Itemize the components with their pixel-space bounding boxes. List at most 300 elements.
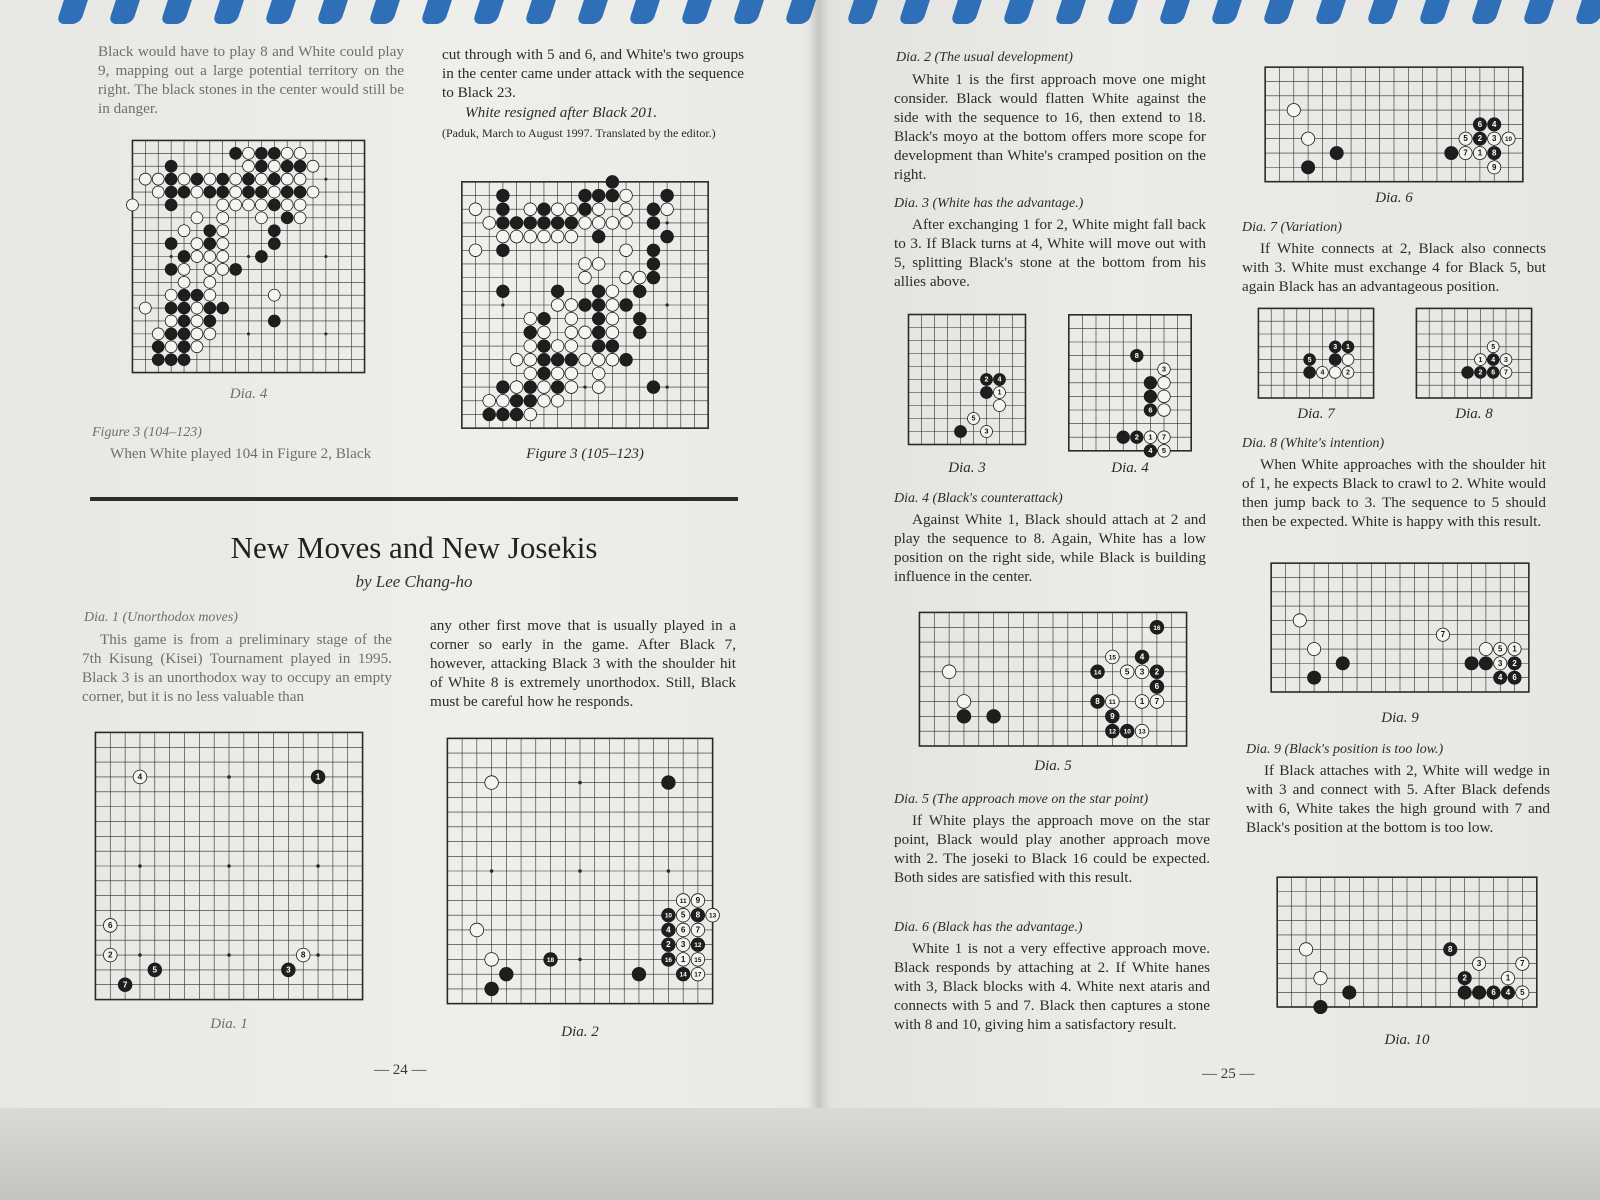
binding-coil: [420, 0, 452, 24]
white-stone: [1158, 377, 1171, 390]
black-stone: [632, 967, 646, 981]
dia10-caption: Dia. 10: [1384, 1032, 1430, 1048]
move-number: 8: [300, 950, 306, 960]
black-stone: [500, 967, 514, 981]
black-stone: [497, 244, 510, 257]
move-number: 13: [1138, 728, 1146, 736]
white-stone: [565, 230, 578, 243]
black-stone: [633, 285, 646, 298]
star-point: [247, 332, 250, 335]
move-number: 1: [1505, 973, 1511, 983]
white-stone: [217, 263, 229, 275]
binding-coil: [732, 0, 764, 24]
binding-coil: [316, 0, 348, 24]
move-number: 4: [1505, 988, 1511, 998]
dia8-board: [1410, 302, 1538, 404]
white-stone: [1287, 104, 1300, 117]
black-stone: [647, 244, 660, 257]
binding-coil: [264, 0, 296, 24]
go-board-svg: [1270, 870, 1544, 1014]
black-stone: [1144, 390, 1157, 403]
star-point: [227, 864, 231, 868]
move-number: 5: [1463, 134, 1468, 144]
dia8-caption: Dia. 8: [1455, 406, 1493, 422]
white-stone: [178, 225, 190, 237]
spiral-binding: [0, 0, 1600, 26]
white-stone: [243, 147, 255, 159]
white-stone: [579, 353, 592, 366]
black-stone: [579, 203, 592, 216]
move-number: 3: [1139, 667, 1145, 677]
black-stone: [592, 285, 605, 298]
white-stone: [191, 186, 203, 198]
white-stone: [268, 160, 280, 172]
white-stone: [217, 238, 229, 250]
go-board-svg: [1252, 302, 1380, 404]
go-board-svg: [440, 731, 720, 1011]
black-stone: [647, 203, 660, 216]
black-stone: [592, 340, 605, 353]
white-stone: [483, 394, 496, 407]
binding-coil: [1106, 0, 1138, 24]
move-number: 3: [1161, 364, 1167, 374]
move-number: 6: [107, 920, 113, 930]
white-stone: [243, 160, 255, 172]
black-stone: [204, 225, 216, 237]
white-stone: [243, 199, 255, 211]
right-page-number: — 25 —: [1202, 1066, 1255, 1082]
white-stone: [497, 230, 510, 243]
move-number: 8: [1492, 148, 1497, 158]
black-stone: [165, 186, 177, 198]
dia7-heading: Dia. 7 (Variation): [1242, 220, 1342, 235]
black-stone: [538, 367, 551, 380]
binding-coil: [1210, 0, 1242, 24]
fig3-board: [455, 175, 715, 435]
star-point: [138, 953, 142, 957]
move-number: 5: [1491, 343, 1496, 351]
black-stone: [230, 147, 242, 159]
white-stone: [152, 186, 164, 198]
black-stone: [538, 353, 551, 366]
black-stone: [579, 189, 592, 202]
black-stone: [592, 230, 605, 243]
dia6-heading: Dia. 6 (Black has the advantage.): [894, 920, 1083, 935]
white-stone: [165, 341, 177, 353]
white-stone: [957, 695, 971, 709]
star-point: [578, 869, 582, 873]
black-stone: [255, 147, 267, 159]
binding-coil: [576, 0, 608, 24]
binding-coil: [1574, 0, 1600, 24]
black-stone: [243, 186, 255, 198]
white-stone: [217, 225, 229, 237]
black-stone: [178, 315, 190, 327]
black-stone: [255, 251, 267, 263]
white-stone: [551, 394, 564, 407]
board-frame: [1416, 308, 1531, 398]
white-stone: [469, 203, 482, 216]
star-point: [324, 332, 327, 335]
black-stone: [524, 394, 537, 407]
star-point: [170, 255, 173, 258]
black-stone: [281, 186, 293, 198]
move-number: 3: [1492, 134, 1497, 144]
black-stone: [661, 230, 674, 243]
dia3-caption: Dia. 3: [948, 460, 986, 476]
move-number: 6: [1491, 988, 1496, 998]
white-stone: [178, 276, 190, 288]
white-stone: [524, 203, 537, 216]
black-stone: [268, 315, 280, 327]
binding-coil: [1002, 0, 1034, 24]
move-number: 2: [1512, 658, 1517, 668]
book-spine: [808, 0, 830, 1110]
white-stone: [191, 315, 203, 327]
black-stone: [281, 160, 293, 172]
black-stone: [524, 381, 537, 394]
black-stone: [620, 299, 633, 312]
white-stone: [1314, 972, 1327, 985]
black-stone: [165, 238, 177, 250]
white-stone: [281, 147, 293, 159]
white-stone: [551, 299, 564, 312]
white-stone: [579, 217, 592, 230]
black-stone: [178, 289, 190, 301]
white-stone: [127, 199, 139, 211]
move-number: 14: [1093, 669, 1102, 677]
move-number: 1: [680, 954, 686, 964]
move-number: 15: [694, 956, 702, 964]
star-point: [583, 385, 586, 388]
dia1-board: [88, 725, 370, 1007]
source-note: (Paduk, March to August 1997. Translated by the editor.): [442, 126, 716, 140]
white-stone: [483, 217, 496, 230]
black-stone: [268, 199, 280, 211]
white-stone: [551, 367, 564, 380]
move-number: 4: [1320, 369, 1325, 377]
black-stone: [204, 315, 216, 327]
dia4-right-board: [1062, 308, 1198, 458]
move-number: 2: [666, 940, 671, 950]
binding-coil: [628, 0, 660, 24]
white-stone: [307, 160, 319, 172]
move-number: 15: [1108, 654, 1116, 662]
star-point: [578, 781, 582, 785]
white-stone: [524, 353, 537, 366]
white-stone: [485, 953, 499, 967]
move-number: 5: [1307, 356, 1312, 364]
white-stone: [191, 341, 203, 353]
black-stone: [565, 353, 578, 366]
white-stone: [204, 173, 216, 185]
go-board-svg: [1264, 556, 1536, 699]
black-stone: [592, 312, 605, 325]
white-stone: [152, 328, 164, 340]
black-stone: [551, 381, 564, 394]
black-stone: [1465, 657, 1478, 670]
star-point: [501, 303, 504, 306]
binding-coil: [1522, 0, 1554, 24]
star-point: [667, 869, 671, 873]
move-number: 3: [1498, 658, 1503, 668]
black-stone: [1117, 431, 1130, 444]
go-board-svg: [455, 175, 715, 435]
black-stone: [178, 302, 190, 314]
go-board-svg: [902, 308, 1032, 451]
white-stone: [606, 326, 619, 339]
black-stone: [524, 326, 537, 339]
white-stone: [307, 186, 319, 198]
black-stone: [497, 189, 510, 202]
binding-coil: [950, 0, 982, 24]
white-stone: [579, 271, 592, 284]
white-stone: [217, 199, 229, 211]
dia5-text: If White plays the approach move on the star point, Black would play another approach move with 2. The joseki to Black 16 could be expected. Both sides are satisfied with this result.: [894, 812, 1210, 886]
black-stone: [268, 147, 280, 159]
star-point: [490, 869, 494, 873]
move-number: 6: [680, 925, 686, 935]
move-number: 1: [1346, 343, 1350, 351]
white-stone: [606, 217, 619, 230]
white-stone: [606, 312, 619, 325]
star-point: [316, 953, 320, 957]
black-stone: [1329, 354, 1341, 366]
black-stone: [178, 186, 190, 198]
black-stone: [217, 302, 229, 314]
white-stone: [1342, 354, 1354, 366]
white-stone: [620, 203, 633, 216]
move-number: 8: [1134, 350, 1139, 360]
black-stone: [957, 709, 971, 723]
move-number: 8: [1095, 696, 1100, 706]
white-stone: [191, 251, 203, 263]
white-stone: [633, 271, 646, 284]
dia2-board: [440, 731, 720, 1011]
white-stone: [592, 367, 605, 380]
black-stone: [592, 299, 605, 312]
move-number: 6: [1491, 369, 1496, 377]
white-stone: [538, 394, 551, 407]
binding-coil: [1418, 0, 1450, 24]
dia7-text: If White connects at 2, Black also connects with 3. White must exchange 4 for Black 5, but again Black has an advantageous position.: [1242, 240, 1546, 295]
white-stone: [994, 400, 1006, 412]
black-stone: [204, 186, 216, 198]
go-board-svg: [1410, 302, 1538, 404]
dia4-text: Against White 1, Black should attach at 2 and play the sequence to 8. Again, White has a low position on the right side, while Black is building influence in the center.: [894, 511, 1206, 585]
white-stone: [620, 244, 633, 257]
article-title: New Moves and New Josekis: [230, 530, 598, 565]
move-number: 2: [107, 950, 113, 960]
star-point: [138, 864, 142, 868]
dia6-text: White 1 is not a very effective approach move. Black responds by attaching at 2. If White hanes with 3, Black blocks with 4. White next ataris and connects with 5 and 7. Black then captures a stone with 8 and 10, giving him a satisfactory result.: [894, 940, 1210, 1033]
white-stone: [165, 289, 177, 301]
move-number: 9: [695, 895, 701, 905]
black-stone: [1462, 367, 1474, 379]
dia4-left-caption: Dia. 4: [229, 386, 268, 402]
white-stone: [204, 276, 216, 288]
black-stone: [165, 328, 177, 340]
binding-coil: [1054, 0, 1086, 24]
white-stone: [592, 217, 605, 230]
move-number: 3: [1504, 356, 1508, 364]
white-stone: [592, 381, 605, 394]
star-point: [247, 255, 250, 258]
dia4-right-caption: Dia. 4: [1111, 460, 1149, 476]
move-number: 6: [1477, 119, 1483, 129]
dia6-board: [1258, 60, 1530, 189]
dia3-text: After exchanging 1 for 2, White might fall back to 3. If Black turns at 4, White will move out with 5, splitting Black's stone at the bottom from his allies above.: [894, 216, 1206, 290]
white-stone: [565, 381, 578, 394]
black-stone: [592, 189, 605, 202]
dia3-heading: Dia. 3 (White has the advantage.): [894, 196, 1084, 211]
black-stone: [538, 312, 551, 325]
move-number: 4: [1498, 673, 1503, 683]
black-stone: [987, 709, 1001, 723]
black-stone: [538, 203, 551, 216]
black-stone: [1458, 986, 1471, 999]
black-stone: [524, 217, 537, 230]
black-stone: [633, 326, 646, 339]
move-number: 5: [1124, 667, 1130, 677]
black-stone: [165, 354, 177, 366]
move-number: 7: [1154, 696, 1160, 706]
black-stone: [217, 186, 229, 198]
white-stone: [294, 173, 306, 185]
move-number: 13: [709, 912, 717, 920]
move-number: 2: [1346, 369, 1350, 377]
white-stone: [255, 199, 267, 211]
black-stone: [551, 285, 564, 298]
white-stone: [565, 299, 578, 312]
move-number: 10: [1505, 136, 1513, 144]
left-col2-mid-text: any other first move that is usually played in a corner so early in the game. After Black 7, however, attacking Black 3 with the shoulder hit of White 8 is extremely unorthodox. Still, Black must be careful how he responds.: [430, 617, 736, 710]
white-stone: [485, 776, 499, 790]
black-stone: [1343, 986, 1356, 999]
white-stone: [204, 289, 216, 301]
move-number: 7: [1504, 369, 1508, 377]
move-number: 1: [997, 388, 1002, 397]
white-stone: [152, 173, 164, 185]
white-stone: [620, 271, 633, 284]
white-stone: [204, 328, 216, 340]
white-stone: [191, 328, 203, 340]
binding-coil: [212, 0, 244, 24]
white-stone: [255, 212, 267, 224]
dia5-board: [912, 605, 1194, 753]
black-stone: [497, 217, 510, 230]
black-stone: [955, 426, 967, 438]
move-number: 4: [1491, 356, 1496, 364]
move-number: 8: [1448, 944, 1453, 954]
black-stone: [483, 408, 496, 421]
dia7-board: [1252, 302, 1380, 404]
move-number: 2: [984, 375, 989, 384]
white-stone: [204, 251, 216, 263]
black-stone: [152, 341, 164, 353]
white-stone: [565, 326, 578, 339]
binding-coil: [472, 0, 504, 24]
move-number: 5: [971, 414, 976, 423]
white-stone: [592, 203, 605, 216]
black-stone: [661, 189, 674, 202]
move-number: 5: [1161, 446, 1167, 456]
dia4-left-board: [126, 134, 371, 379]
star-point: [324, 178, 327, 181]
white-stone: [268, 186, 280, 198]
white-stone: [230, 199, 242, 211]
move-number: 7: [1520, 959, 1525, 969]
go-board-svg: [912, 605, 1194, 753]
white-stone: [524, 408, 537, 421]
white-stone: [565, 367, 578, 380]
black-stone: [1330, 146, 1343, 159]
move-number: 7: [1440, 630, 1446, 640]
black-stone: [217, 173, 229, 185]
dia7-caption: Dia. 7: [1297, 406, 1335, 422]
move-number: 2: [1462, 973, 1467, 983]
white-stone: [1158, 404, 1171, 417]
move-number: 6: [1512, 673, 1517, 683]
binding-coil: [1366, 0, 1398, 24]
white-stone: [294, 199, 306, 211]
move-number: 4: [1148, 446, 1153, 456]
black-stone: [633, 312, 646, 325]
white-stone: [230, 173, 242, 185]
move-number: 1: [1139, 696, 1145, 706]
white-stone: [469, 244, 482, 257]
dia2-caption: Dia. 2: [561, 1024, 599, 1040]
left-page-number: — 24 —: [374, 1062, 427, 1078]
move-number: 5: [680, 910, 686, 920]
white-stone: [942, 665, 956, 679]
move-number: 16: [1153, 624, 1161, 632]
black-stone: [152, 354, 164, 366]
black-stone: [497, 381, 510, 394]
resigned-note: White resigned after Black 201.: [465, 104, 658, 121]
black-stone: [510, 408, 523, 421]
table-surface: [0, 1108, 1600, 1200]
move-number: 7: [1463, 148, 1468, 158]
white-stone: [524, 312, 537, 325]
star-point: [665, 385, 668, 388]
white-stone: [281, 199, 293, 211]
move-number: 1: [1477, 148, 1483, 158]
white-stone: [178, 263, 190, 275]
binding-coil: [1314, 0, 1346, 24]
white-stone: [294, 212, 306, 224]
white-stone: [551, 203, 564, 216]
go-board-svg: [1258, 60, 1530, 189]
black-stone: [294, 186, 306, 198]
dia1-heading: Dia. 1 (Unorthodox moves): [84, 610, 238, 625]
move-number: 11: [679, 897, 687, 905]
move-number: 5: [1520, 988, 1525, 998]
move-number: 7: [1161, 432, 1167, 442]
white-stone: [191, 212, 203, 224]
black-stone: [1304, 367, 1316, 379]
binding-coil: [56, 0, 88, 24]
binding-coil: [1262, 0, 1294, 24]
white-stone: [217, 212, 229, 224]
star-point: [665, 221, 668, 224]
move-number: 10: [1123, 728, 1131, 736]
move-number: 18: [546, 956, 555, 964]
dia8-heading: Dia. 8 (White's intention): [1242, 436, 1385, 451]
move-number: 2: [1477, 134, 1483, 144]
move-number: 7: [122, 980, 128, 990]
white-stone: [294, 147, 306, 159]
